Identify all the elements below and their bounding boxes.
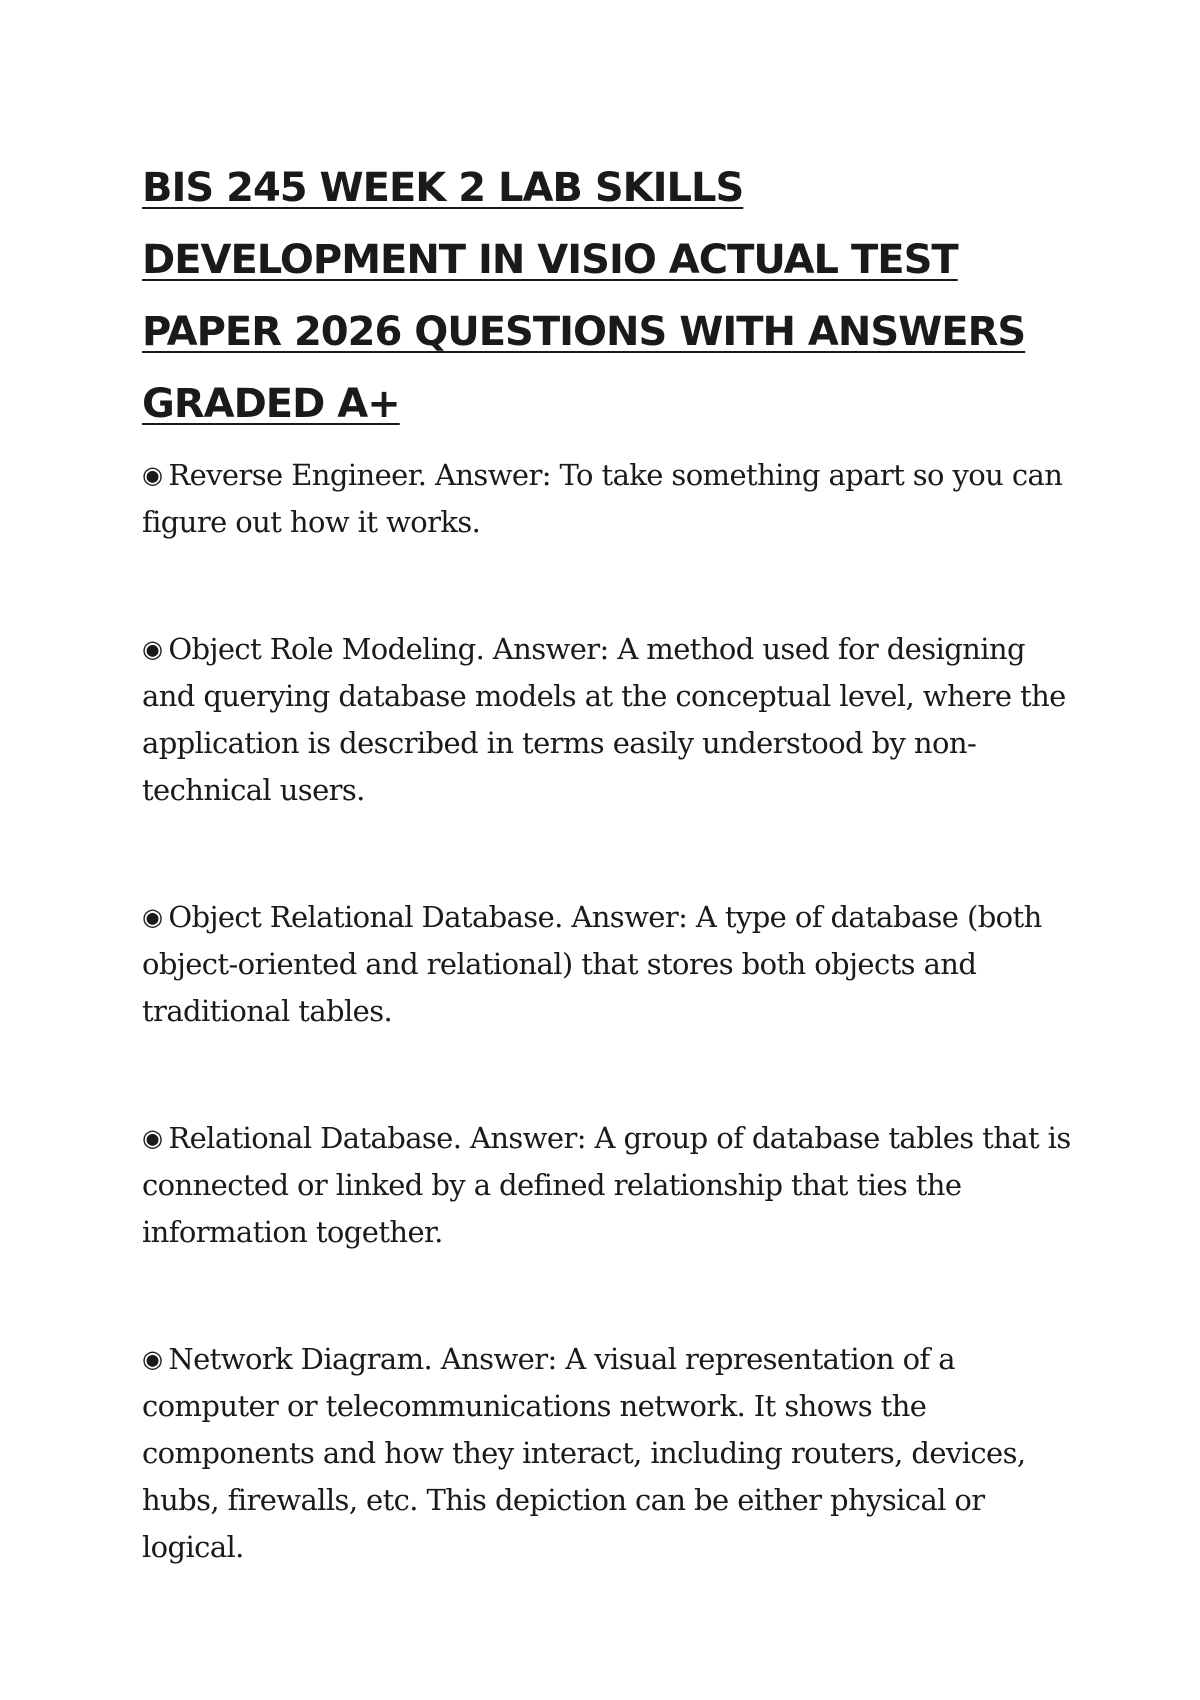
document-title: BIS 245 WEEK 2 LAB SKILLS DEVELOPMENT IN VISIO ACTUAL TEST PAPER 2026 QUESTIONS WITH ANSWERS GRADED A+ bbox=[142, 165, 1026, 427]
qa-text: Object Role Modeling. Answer: A method used for designing and querying database models at the conceptual level, where the application is described in terms easily understood by non-technical users. bbox=[142, 632, 1066, 807]
radio-bullet-icon: ◉ bbox=[142, 903, 163, 931]
radio-bullet-icon: ◉ bbox=[142, 1345, 163, 1373]
radio-bullet-icon: ◉ bbox=[142, 1124, 163, 1152]
qa-item-relational-database bbox=[142, 1115, 1082, 1256]
qa-text: Reverse Engineer. Answer: To take something apart so you can figure out how it works. bbox=[142, 458, 1063, 539]
radio-bullet-icon: ◉ bbox=[142, 461, 163, 489]
qa-item-object-role-modeling bbox=[142, 626, 1082, 814]
qa-list bbox=[142, 452, 1082, 1571]
qa-text: Relational Database. Answer: A group of database tables that is connected or linked by a defined relationship that ties the information together. bbox=[142, 1121, 1071, 1249]
qa-text: Object Relational Database. Answer: A type of database (both object-oriented and relational) that stores both objects and traditional tables. bbox=[142, 900, 1042, 1028]
qa-item-object-relational-database bbox=[142, 894, 1082, 1035]
qa-item-reverse-engineer bbox=[142, 452, 1082, 546]
qa-text: Network Diagram. Answer: A visual representation of a computer or telecommunications network. It shows the components and how they interact, including routers, devices, hubs, firewalls, etc. This depiction can be either physical or logical. bbox=[142, 1342, 1026, 1564]
radio-bullet-icon: ◉ bbox=[142, 635, 163, 663]
qa-item-network-diagram bbox=[142, 1336, 1082, 1571]
